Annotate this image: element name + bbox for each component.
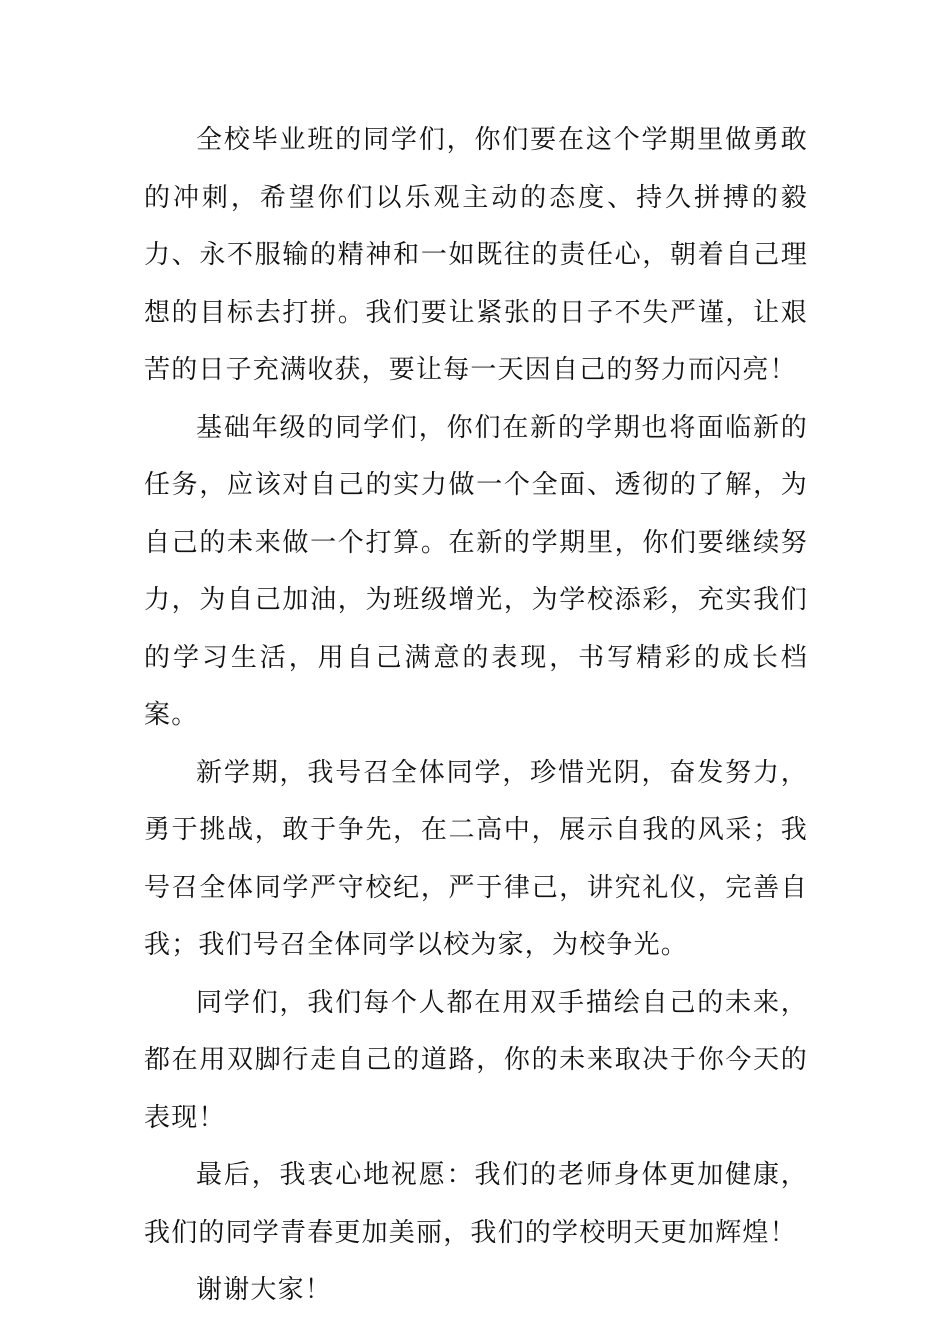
paragraph-closing-wishes: 最后，我衷心地祝愿：我们的老师身体更加健康，我们的同学青春更加美丽，我们的学校明天更加辉煌！ <box>144 1160 808 1248</box>
paragraph-future: 同学们，我们每个人都在用双手描绘自己的未来，都在用双脚行走自己的道路，你的未来取决于你今天的表现！ <box>144 987 808 1133</box>
paragraph-call-to-students: 新学期，我号召全体同学，珍惜光阴，奋发努力，勇于挑战，敢于争先，在二高中，展示自我的风采；我号召全体同学严守校纪，严于律己，讲究礼仪，完善自我；我们号召全体同学以校为家，为校争光。 <box>144 757 808 960</box>
paragraph-foundation-grades: 基础年级的同学们，你们在新的学期也将面临新的任务，应该对自己的实力做一个全面、透彻的了解，为自己的未来做一个打算。在新的学期里，你们要继续努力，为自己加油，为班级增光，为学校添彩，充实我们的学习生活，用自己满意的表现，书写精彩的成长档案。 <box>144 412 808 730</box>
paragraph-thanks: 谢谢大家！ <box>196 1275 333 1305</box>
paragraph-graduating-class: 全校毕业班的同学们，你们要在这个学期里做勇敢的冲刺，希望你们以乐观主动的态度、持久拼搏的毅力、永不服输的精神和一如既往的责任心，朝着自己理想的目标去打拼。我们要让紧张的日子不失严谨，让艰苦的日子充满收获，要让每一天因自己的努力而闪亮！ <box>144 125 808 385</box>
document-body <box>144 112 808 1320</box>
